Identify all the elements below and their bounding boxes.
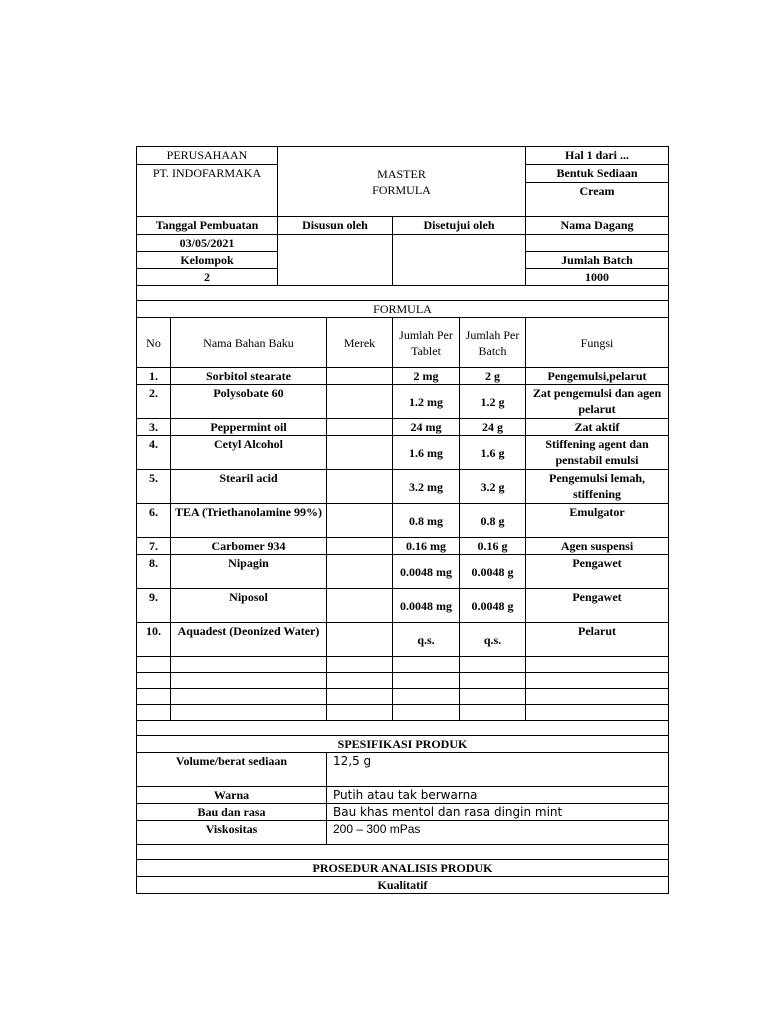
odor-label: Bau dan rasa (137, 804, 327, 821)
volume-label: Volume/berat sediaan (137, 753, 327, 787)
viscosity-label: Viskositas (137, 821, 327, 845)
row-material-name: Niposol (171, 589, 327, 623)
document-title (278, 147, 526, 217)
col-header-per-tablet: Jumlah Per Tablet (393, 318, 460, 368)
row-function: Stiffening agent dan penstabil emulsi (526, 436, 669, 470)
row-per-batch: 0.0048 g (460, 555, 526, 589)
row-brand (327, 589, 393, 623)
date-value: 03/05/2021 (137, 235, 278, 252)
row-material-name: Polysobate 60 (171, 385, 327, 419)
date-label: Tanggal Pembuatan (137, 217, 278, 235)
row-material-name: Cetyl Alcohol (171, 436, 327, 470)
row-function: Pengawet (526, 555, 669, 589)
row-function: Zat pengemulsi dan agen pelarut (526, 385, 669, 419)
row-per-tablet: 1.6 mg (393, 436, 460, 470)
row-per-batch: 0.0048 g (460, 589, 526, 623)
table-row (137, 589, 669, 623)
row-per-batch: 1.6 g (460, 436, 526, 470)
row-function: Pengemulsi,pelarut (526, 368, 669, 385)
spec-title: SPESIFIKASI PRODUK (137, 736, 669, 753)
row-brand (327, 623, 393, 657)
col-header-function: Fungsi (526, 318, 669, 368)
page-indicator: Hal 1 dari ... (526, 147, 669, 165)
table-row (137, 623, 669, 657)
row-material-name: Sorbitol stearate (171, 368, 327, 385)
row-per-tablet: 24 mg (393, 419, 460, 436)
row-no: 8. (137, 555, 171, 589)
row-function: Agen suspensi (526, 538, 669, 555)
row-function: Pelarut (526, 623, 669, 657)
row-per-batch: q.s. (460, 623, 526, 657)
row-per-batch: 0.16 g (460, 538, 526, 555)
volume-value: 12,5 g (327, 753, 669, 787)
prepared-by-value (278, 235, 393, 286)
table-row (137, 504, 669, 538)
row-per-batch: 3.2 g (460, 470, 526, 504)
row-material-name: Aquadest (Deonized Water) (171, 623, 327, 657)
row-per-batch: 2 g (460, 368, 526, 385)
row-brand (327, 385, 393, 419)
company-label: PERUSAHAAN (137, 147, 278, 165)
procedure-title: PROSEDUR ANALISIS PRODUK (137, 860, 669, 877)
formula-rows (137, 368, 669, 657)
row-brand (327, 538, 393, 555)
row-brand (327, 470, 393, 504)
master-formula-sheet (136, 146, 668, 894)
row-no: 7. (137, 538, 171, 555)
col-header-no: No (137, 318, 171, 368)
row-no: 2. (137, 385, 171, 419)
row-per-tablet: 0.0048 mg (393, 555, 460, 589)
color-value: Putih atau tak berwarna (327, 787, 669, 804)
batch-value: 1000 (526, 269, 669, 286)
formula-title: FORMULA (137, 301, 669, 318)
row-no: 4. (137, 436, 171, 470)
row-no: 9. (137, 589, 171, 623)
dosage-form-value: Cream (526, 183, 669, 217)
row-material-name: Carbomer 934 (171, 538, 327, 555)
row-per-tablet: 1.2 mg (393, 385, 460, 419)
table-row (137, 368, 669, 385)
row-function: Zat aktif (526, 419, 669, 436)
row-brand (327, 436, 393, 470)
row-no: 6. (137, 504, 171, 538)
row-brand (327, 504, 393, 538)
row-material-name: Nipagin (171, 555, 327, 589)
row-no: 1. (137, 368, 171, 385)
row-no: 3. (137, 419, 171, 436)
prepared-by-label: Disusun oleh (278, 217, 393, 235)
row-per-tablet: 0.8 mg (393, 504, 460, 538)
row-material-name: TEA (Triethanolamine 99%) (171, 504, 327, 538)
row-brand (327, 368, 393, 385)
row-material-name: Stearil acid (171, 470, 327, 504)
color-label: Warna (137, 787, 327, 804)
col-header-brand: Merek (327, 318, 393, 368)
row-per-batch: 24 g (460, 419, 526, 436)
blank-row (137, 721, 669, 736)
table-row (137, 419, 669, 436)
table-row (137, 555, 669, 589)
col-header-name: Nama Bahan Baku (171, 318, 327, 368)
col-header-per-batch: Jumlah Per Batch (460, 318, 526, 368)
row-function: Pengawet (526, 589, 669, 623)
title-line-1: MASTER (377, 166, 426, 181)
row-material-name: Peppermint oil (171, 419, 327, 436)
approved-by-value (393, 235, 526, 286)
row-brand (327, 555, 393, 589)
row-function: Emulgator (526, 504, 669, 538)
row-brand (327, 419, 393, 436)
blank-row (137, 286, 669, 301)
batch-label: Jumlah Batch (526, 252, 669, 269)
table-row (137, 385, 669, 419)
trade-name-value (526, 235, 669, 252)
approved-by-label: Disetujui oleh (393, 217, 526, 235)
row-per-tablet: 0.16 mg (393, 538, 460, 555)
odor-value: Bau khas mentol dan rasa dingin mint (327, 804, 669, 821)
procedure-subtitle: Kualitatif (137, 877, 669, 894)
row-per-batch: 0.8 g (460, 504, 526, 538)
row-per-tablet: 2 mg (393, 368, 460, 385)
row-no: 5. (137, 470, 171, 504)
title-line-2: FORMULA (372, 182, 431, 197)
row-function: Pengemulsi lemah, stiffening (526, 470, 669, 504)
row-no: 10. (137, 623, 171, 657)
company-name: PT. INDOFARMAKA (137, 165, 278, 217)
dosage-form-label: Bentuk Sediaan (526, 165, 669, 183)
row-per-tablet: 3.2 mg (393, 470, 460, 504)
master-formula-table (136, 146, 669, 894)
table-row (137, 470, 669, 504)
group-value: 2 (137, 269, 278, 286)
row-per-tablet: 0.0048 mg (393, 589, 460, 623)
table-row (137, 538, 669, 555)
viscosity-value: 200 – 300 mPas (327, 821, 669, 845)
table-row (137, 436, 669, 470)
group-label: Kelompok (137, 252, 278, 269)
trade-name-label: Nama Dagang (526, 217, 669, 235)
row-per-tablet: q.s. (393, 623, 460, 657)
blank-row (137, 845, 669, 860)
row-per-batch: 1.2 g (460, 385, 526, 419)
